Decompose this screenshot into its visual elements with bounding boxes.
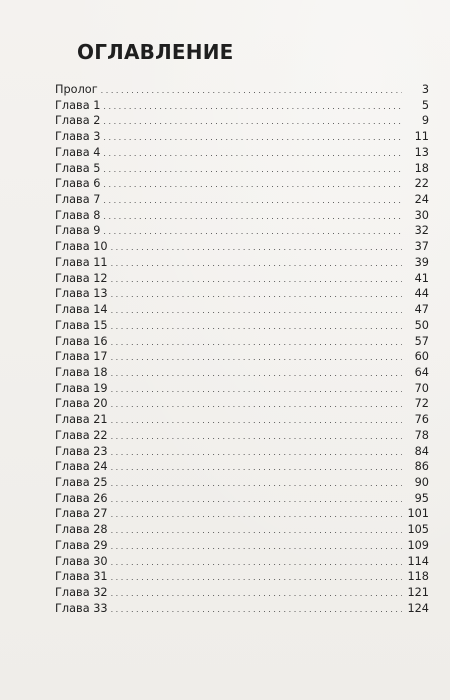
toc-entry [55,302,429,318]
dot-leader [103,99,402,115]
toc-entry [55,161,429,177]
toc-entry [55,491,429,507]
dot-leader [111,240,402,256]
toc-entry [55,271,429,287]
toc-entry-label: Глава 12 [55,271,108,285]
toc-entry-page-number: 76 [414,413,429,427]
toc-entry-label: Глава 14 [55,303,108,317]
dot-leader [103,193,402,209]
dot-leader [111,570,402,586]
toc-entry-page-number: 60 [414,350,429,364]
toc-entry-page-number: 57 [414,334,429,348]
toc-entry-label: Глава 28 [55,523,108,537]
toc-entry-page-number: 84 [414,444,429,458]
toc-entry-label: Глава 11 [55,255,108,269]
toc-entry [55,381,429,397]
toc-entry-page-number: 95 [414,491,429,505]
toc-entry [55,239,429,255]
toc-entry-label: Глава 1 [55,98,101,112]
toc-entry [55,192,429,208]
toc-entry-label: Глава 33 [55,601,108,615]
toc-entry-page-number: 18 [414,161,429,175]
toc-entry-label: Глава 32 [55,586,108,599]
dot-leader [111,445,402,461]
toc-entry [55,318,429,334]
toc-entry [55,428,429,444]
toc-entry-page-number: 114 [407,554,429,568]
toc-entry [55,223,429,239]
toc-entry-page-number: 22 [414,177,429,191]
toc-entry-page-number: 105 [407,523,429,537]
toc-entry-label: Глава 6 [55,177,101,191]
toc-entry-page-number: 90 [414,475,429,489]
toc-entry-page-number: 70 [414,381,429,395]
dot-leader [101,83,402,99]
toc-entry-label: Глава 18 [55,365,108,379]
dot-leader [111,272,402,288]
toc-entry-label: Глава 23 [55,444,108,458]
toc-entry [55,145,429,161]
toc-entry [55,286,429,302]
dot-leader [111,350,402,366]
toc-entry [55,255,429,271]
page-title: ОГЛАВЛЕНИЕ [77,40,234,64]
dot-leader [111,476,402,492]
toc-entry-page-number: 121 [407,586,429,599]
dot-leader [111,429,402,445]
toc-entry-label: Глава 15 [55,318,108,332]
dot-leader [111,335,402,351]
dot-leader [111,555,402,571]
toc-entry-label: Глава 7 [55,193,101,207]
toc-entry-label: Глава 8 [55,208,101,222]
toc-entry [55,444,429,460]
toc-entry-page-number: 86 [414,460,429,474]
toc-entry-page-number: 109 [407,538,429,552]
toc-entry-label: Глава 16 [55,334,108,348]
toc-entry [55,365,429,381]
toc-entry-label: Глава 22 [55,428,108,442]
toc-entry [55,208,429,224]
toc-entry-page-number: 47 [414,303,429,317]
toc-entry [55,113,429,129]
table-of-contents [55,82,429,616]
toc-entry-label: Глава 9 [55,224,101,238]
toc-entry-page-number: 3 [421,83,429,96]
toc-entry [55,176,429,192]
toc-entry-label: Глава 29 [55,538,108,552]
dot-leader [111,382,402,398]
dot-leader [111,303,402,319]
toc-entry [55,538,429,554]
dot-leader [111,397,402,413]
toc-entry-label: Глава 3 [55,130,101,144]
toc-entry-label: Глава 10 [55,240,108,254]
dot-leader [111,319,402,335]
toc-entry [55,412,429,428]
dot-leader [111,413,402,429]
toc-entry-label: Глава 31 [55,570,108,584]
toc-entry-page-number: 5 [421,98,429,112]
dot-leader [111,586,402,602]
dot-leader [111,492,402,508]
dot-leader [103,209,402,225]
toc-entry-label: Глава 13 [55,287,108,301]
toc-entry [55,585,429,601]
toc-entry-label: Глава 4 [55,145,101,159]
toc-entry [55,459,429,475]
toc-entry-page-number: 50 [414,318,429,332]
toc-entry-page-number: 30 [414,208,429,222]
toc-entry [55,506,429,522]
toc-entry-page-number: 37 [414,240,429,254]
toc-entry-label: Глава 20 [55,397,108,411]
toc-entry-page-number: 9 [421,114,429,128]
toc-entry [55,475,429,491]
toc-entry-label: Глава 26 [55,491,108,505]
dot-leader [103,146,402,162]
toc-entry-label: Глава 17 [55,350,108,364]
dot-leader [111,523,402,539]
dot-leader [103,224,402,240]
toc-entry-page-number: 118 [407,570,429,584]
toc-entry-page-number: 32 [414,224,429,238]
dot-leader [111,539,402,555]
toc-entry-page-number: 41 [414,271,429,285]
toc-entry-label: Глава 24 [55,460,108,474]
toc-entry [55,522,429,538]
toc-entry [55,349,429,365]
dot-leader [103,114,402,130]
dot-leader [103,177,402,193]
toc-entry-label: Глава 27 [55,507,108,521]
toc-entry-page-number: 11 [414,130,429,144]
toc-entry-page-number: 101 [407,507,429,521]
toc-entry-label: Глава 25 [55,475,108,489]
toc-entry-page-number: 13 [414,145,429,159]
toc-entry-page-number: 64 [414,365,429,379]
toc-entry [55,554,429,570]
dot-leader [111,460,402,476]
toc-entry-page-number: 44 [414,287,429,301]
toc-entry [55,82,429,98]
toc-entry-page-number: 39 [414,255,429,269]
dot-leader [111,507,402,523]
toc-entry-label: Глава 19 [55,381,108,395]
dot-leader [103,130,402,146]
dot-leader [111,602,402,618]
toc-entry-page-number: 72 [414,397,429,411]
toc-entry-page-number: 24 [414,193,429,207]
toc-entry [55,569,429,585]
toc-entry-page-number: 78 [414,428,429,442]
toc-entry [55,129,429,145]
toc-entry [55,396,429,412]
toc-entry-label: Глава 5 [55,161,101,175]
toc-entry [55,98,429,114]
toc-entry-label: Глава 2 [55,114,101,128]
dot-leader [111,366,402,382]
toc-entry-label: Глава 30 [55,554,108,568]
toc-entry [55,334,429,350]
toc-entry-label: Пролог [55,83,98,96]
dot-leader [103,162,402,178]
toc-entry [55,601,429,617]
toc-entry-label: Глава 21 [55,413,108,427]
dot-leader [111,287,402,303]
dot-leader [111,256,402,272]
toc-entry-page-number: 124 [407,601,429,615]
